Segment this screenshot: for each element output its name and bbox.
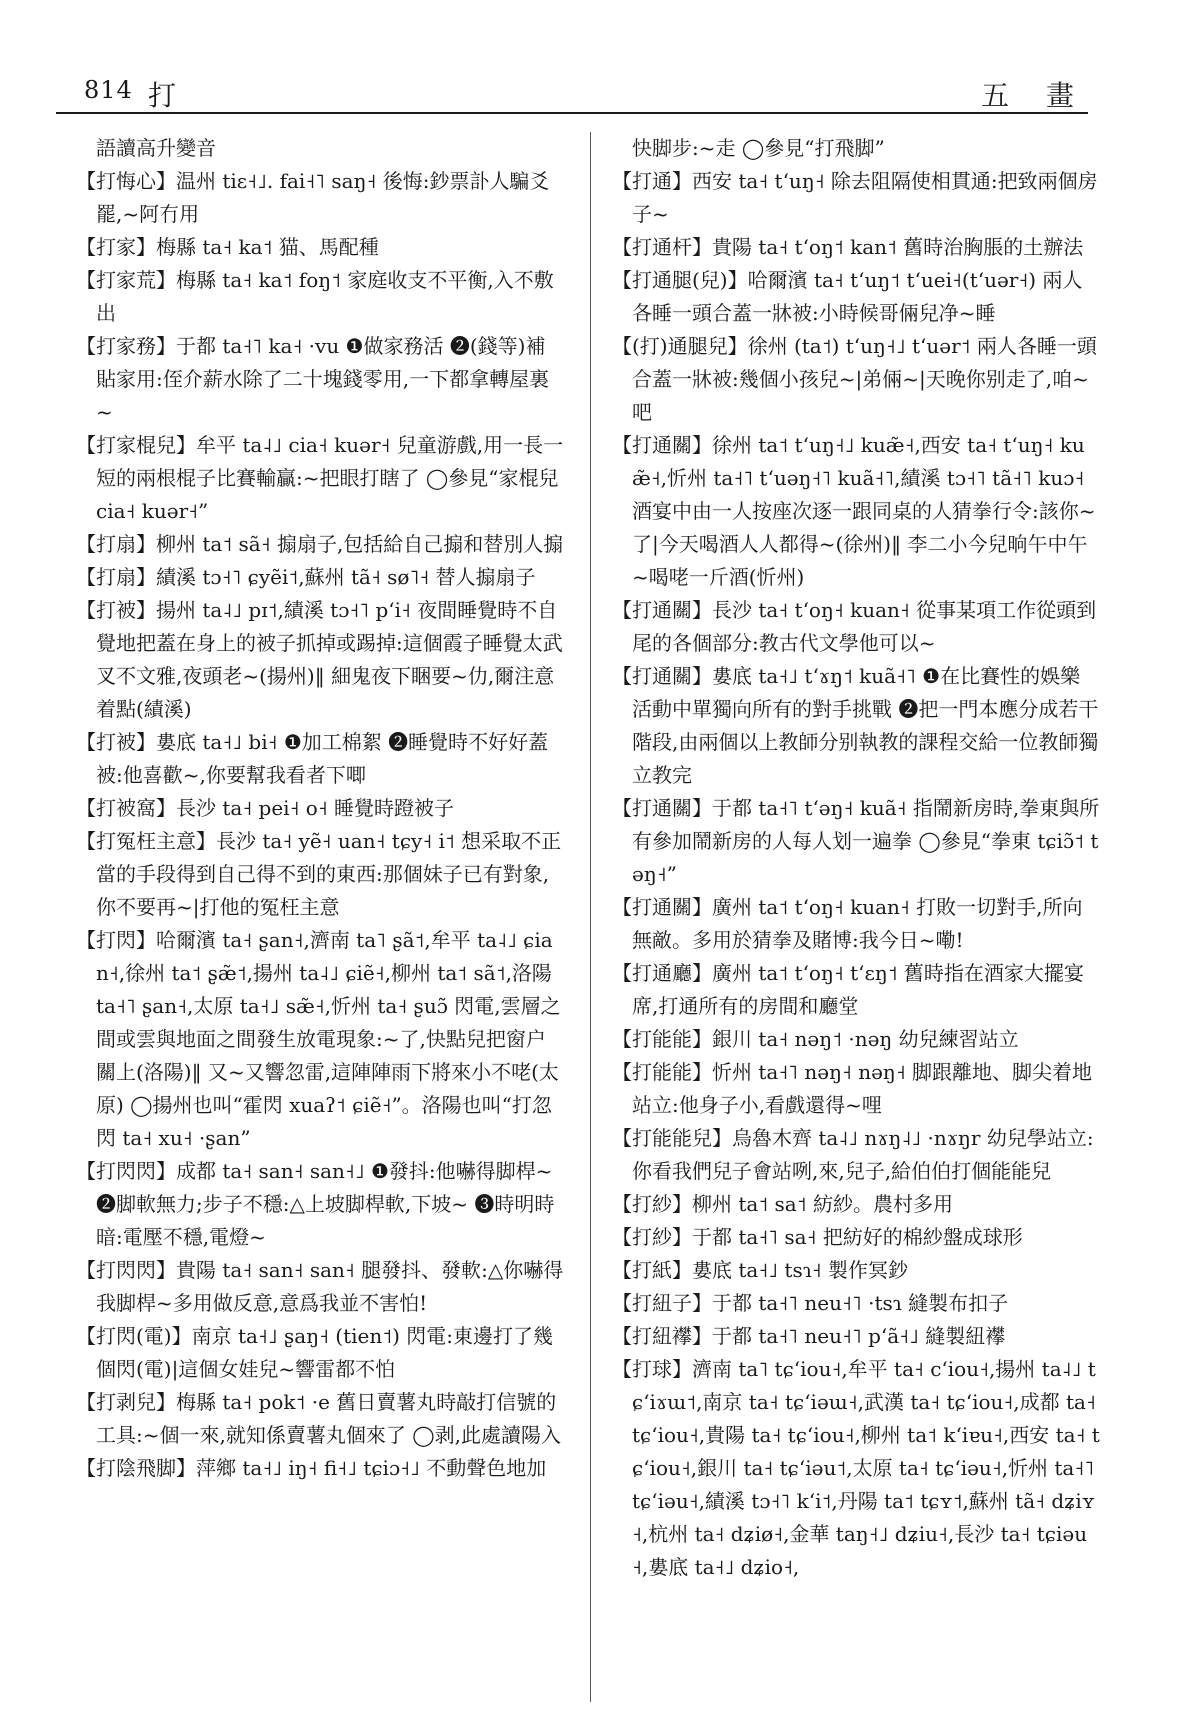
section-label: 五 畫 [981,79,1088,112]
dictionary-entry: 【打閃閃】貴陽 ta˧ san˧ san˧ 腿發抖、發軟:△你嚇得我脚桿~多用做反意,意爲我並不害怕! [76,1258,564,1315]
column-divider [590,132,591,1702]
page-header [56,76,1088,116]
dictionary-entry: 【打通關】婁底 ta˧˩ tʻɤŋ˦ kuã˧˥ ❶在比賽性的娛樂活動中單獨向所有的對手挑戰 ❷把一門本應分成若干階段,由兩個以上教師分别執教的課程交給一位教師獨立教完 [612,664,1099,787]
dictionary-entry: 【打被】揚州 ta˨˩ pɪ˦,績溪 tɔ˧˥ pʻi˧ 夜間睡覺時不自覺地把蓋在身上的被子抓掉或踢掉:這個霞子睡覺太武叉不文雅,夜頭老~(揚州)‖ 細鬼夜下睏要~仂,爾注意着點(績溪) [76,598,563,721]
dictionary-entry: 【打紐襻】于都 ta˧˥ neu˧˥ pʻã˧˩ 縫製紐襻 [612,1324,1006,1348]
dictionary-entry: 【打家務】于都 ta˧˥ ka˧ ·vu ❶做家務活 ❷(錢等)補貼家用:侄介薪水除了二十塊錢零用,一下都拿轉屋裏~ [76,334,550,424]
dictionary-entry: 快脚步:~走 ◯參見“打飛脚” [632,136,885,160]
dictionary-entry: 【打家】梅縣 ta˧ ka˦ 猫、馬配種 [76,235,379,259]
dictionary-entry: 【打陰飛脚】萍鄉 ta˧˩ iŋ˧ fi˧˩ tɕiɔ˧˩ 不動聲色地加 [76,1456,547,1480]
dictionary-entry: 【打通廳】廣州 ta˦ tʻoŋ˧ tʻɛŋ˦ 舊時指在酒家大擺宴席,打通所有的房間和廳堂 [612,961,1084,1018]
dictionary-entry: 【打紙】婁底 ta˧˩ tsɿ˧ 製作冥鈔 [612,1258,908,1282]
dictionary-entry: 【打閃閃】成都 ta˧ san˧ san˧˩ ❶發抖:他嚇得脚桿~ ❷脚軟無力;步子不穩:△上坡脚桿軟,下坡~ ❸時明時暗:電壓不穩,電燈~ [76,1159,555,1249]
dictionary-entry: 語讀高升變音 [96,136,216,160]
dictionary-entry: 【打扇】柳州 ta˦ sã˧ 搧扇子,包括給自己搧和替別人搧 [76,532,564,556]
dictionary-entry: 【打扇】績溪 tɔ˧˥ ɕyẽi˦,蘇州 tã˧ sø˥˧ 替人搧扇子 [76,565,536,589]
dictionary-entry: 【打能能兒】烏魯木齊 ta˨˩ nɤŋ˨˩ ·nɤŋr 幼兒學站立:你看我們兒子會站咧,來,兒子,給伯伯打個能能兒 [612,1126,1094,1183]
dictionary-entry: 【打紐子】于都 ta˧˥ neu˧˥ ·tsɿ 縫製布扣子 [612,1291,1009,1315]
dictionary-entry: 【打通關】長沙 ta˧ tʻoŋ˧ kuan˧ 從事某項工作從頭到尾的各個部分:教古代文學他可以~ [612,598,1097,655]
dictionary-entry: 【打能能】忻州 ta˧˥ nəŋ˧ nəŋ˧ 脚跟離地、脚尖着地站立:他身子小,看戲還得~哩 [612,1060,1093,1117]
right-column [612,132,1100,1584]
dictionary-entry: 【打球】濟南 ta˥ tɕʻiou˧,牟平 ta˧ cʻiou˧,揚州 ta˨˩ tɕʻiɤɯ˦,南京 ta˧ tɕʻiəɯ˧,武漢 ta˧ tɕʻiou˧,成都 ta˧ tɕʻiou˧,貴陽 ta˧ tɕʻiou˧,柳州 ta˦ kʻiɐu˧,西安 ta˧ tɕʻiou˧,銀川 ta˧ tɕʻiəu˦,太原 ta˧ tɕʻiəu˧,忻州 ta˧˥ tɕʻiəu˧,績溪 tɔ˧˥ kʻi˦,丹陽 ta˦ tɕʏ˦,蘇州 tã˧ dʑiʏ˧,杭州 ta˧ dʑiø˧,金華 taŋ˧˩ dʑiu˧,長沙 ta˧ tɕiəu˧,婁底 ta˧˩ dʑio˧, [612,1357,1100,1579]
dictionary-entry: 【打家荒】梅縣 ta˧ ka˦ foŋ˦ 家庭收支不平衡,入不敷出 [76,268,554,325]
dictionary-entry: 【打被窩】長沙 ta˧ pei˧ o˧ 睡覺時蹬被子 [76,796,455,820]
dictionary-entry: 【打能能】銀川 ta˧ nəŋ˦ ·nəŋ 幼兒練習站立 [612,1027,1019,1051]
dictionary-entry: 【打被】婁底 ta˧˩ bi˧ ❶加工棉絮 ❷睡覺時不好好蓋被:他喜歡~,你要幫我看者下唧 [76,730,549,787]
dictionary-entry: 【打紗】于都 ta˧˥ sa˧ 把紡好的棉紗盤成球形 [612,1225,1023,1249]
dictionary-entry: 【打通關】徐州 ta˦ tʻuŋ˧˩ kuæ̃˧,西安 ta˧ tʻuŋ˧ kuæ̃˧,忻州 ta˧˥ tʻuəŋ˧˥ kuã˧˥,績溪 tɔ˧˥ tã˧˥ kuɔ˧ 酒宴中由一人按座次逐一跟同桌的人猜拳行令:該你~了|今天喝酒人人都得~(徐州)‖ 李二小今兒晌午中午~喝咾一斤酒(忻州) [612,433,1096,589]
dictionary-entry: 【打家棍兒】牟平 ta˨˩ cia˧ kuər˧ 兒童游戲,用一長一短的兩根棍子比賽輸贏:~把眼打瞎了 ◯參見“家棍兒 cia˧ kuər˧” [76,433,564,523]
dictionary-entry: 【打剥兒】梅縣 ta˧ pok˦ ·e 舊日賣薯丸時敲打信號的工具:~個一來,就知係賣薯丸個來了 ◯剥,此處讀陽入 [76,1390,561,1447]
dictionary-entry: 【(打)通腿兒】徐州 (ta˦) tʻuŋ˧˩ tʻuər˦ 兩人各睡一頭合蓋一牀被:幾個小孩兒~|弟倆~|天晚你别走了,咱~吧 [612,334,1097,424]
dictionary-entry: 【打冤枉主意】長沙 ta˧ yẽ˧ uan˧ tɕy˧ i˦ 想采取不正當的手段得到自己得不到的東西:那個妹子已有對象,你不要再~|打他的冤枉主意 [76,829,562,919]
left-column [76,132,564,1485]
dictionary-entry: 【打通關】廣州 ta˦ tʻoŋ˧ kuan˧ 打敗一切對手,所向無敵。多用於猜拳及賭博:我今日~嘞! [612,895,1083,952]
head-character: 打 [148,79,177,112]
dictionary-entry: 【打通關】于都 ta˧˥ tʻəŋ˧ kuã˧ 指鬧新房時,拳東與所有參加鬧新房的人每人划一遍拳 ◯參見“拳東 tɕiɔ̃˦ təŋ˧” [612,796,1100,886]
dictionary-entry: 【打通杆】貴陽 ta˧ tʻoŋ˦ kan˦ 舊時治胸脹的土辦法 [612,235,1084,259]
dictionary-entry: 【打閃(電)】南京 ta˧˩ ʂaŋ˧ (tien˦) 閃電:東邊打了幾個閃(電)|這個女娃兒~響雷都不怕 [76,1324,554,1381]
dictionary-entry: 【打閃】哈爾濱 ta˧ ʂan˧,濟南 ta˥ ʂã˦,牟平 ta˨˩ ɕian˧,徐州 ta˦ ʂæ̃˦,揚州 ta˨˩ ɕiẽ˧,柳州 ta˦ sã˦,洛陽 ta˧˥ ʂan˧,太原 ta˧˩ sæ̃˧,忻州 ta˧ ʂuɔ̃ 閃電,雲層之間或雲與地面之間發生放電現象:~了,快點兒把窗户關上(洛陽)‖ 又~又響忽雷,這陣陣雨下將來小不咾(太原) ◯揚州也叫“霍閃 xuaʔ˦ ɕiẽ˧”。洛陽也叫“打忽閃 ta˧ xu˧ ·ʂan” [76,928,561,1150]
dictionary-entry: 【打悔心】温州 tiɛ˧˩. fai˧˥ saŋ˧ 後悔:鈔票訃人騙爻罷,~阿冇用 [76,169,550,226]
page-number: 814 [84,76,133,104]
dictionary-entry: 【打紗】柳州 ta˦ sa˦ 紡紗。農村多用 [612,1192,953,1216]
dictionary-entry: 【打通】西安 ta˧ tʻuŋ˧ 除去阻隔使相貫通:把致兩個房子~ [612,169,1098,226]
dictionary-entry: 【打通腿(兒)】哈爾濱 ta˧ tʻuŋ˦ tʻuei˧(tʻuər˧) 兩人各睡一頭合蓋一牀被:小時候哥倆兒净~睡 [612,268,1083,325]
header-rule [56,112,1088,114]
